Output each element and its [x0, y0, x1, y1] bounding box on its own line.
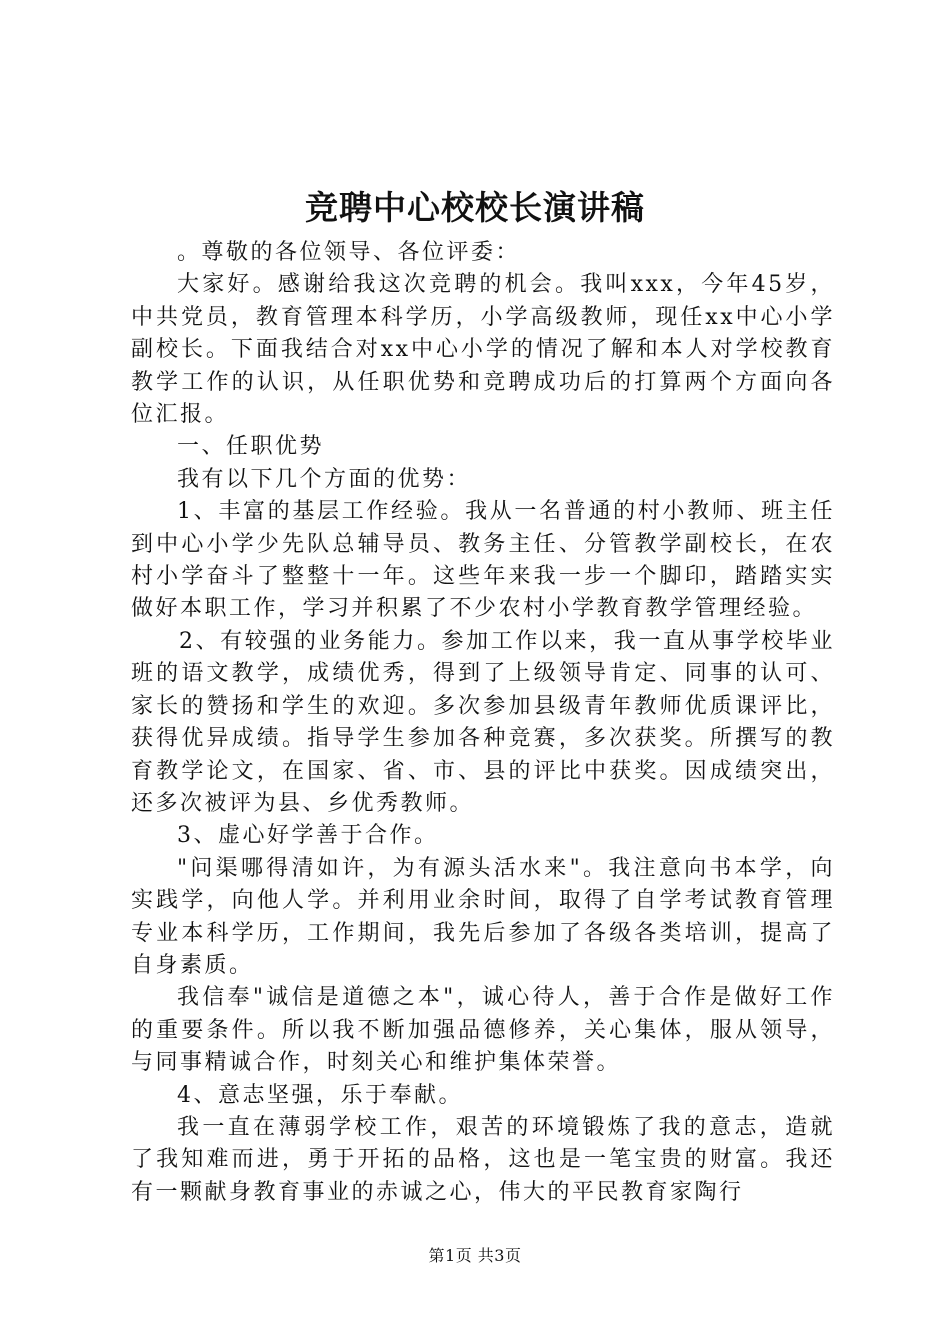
- paragraph-introduction: 大家好。感谢给我这次竞聘的机会。我叫xxx，今年45岁，中共党员，教育管理本科学历，小学高级教师，现任xx中心小学副校长。下面我结合对xx中心小学的情况了解和本人对学校教育教学工作的认识，从任职优势和竞聘成功后的打算两个方面向各位汇报。: [131, 272, 835, 428]
- paragraph-point-1: 1、丰富的基层工作经验。我从一名普通的村小教师、班主任到中心小学少先队总辅导员、教务主任、分管教学副校长，在农村小学奋斗了整整十一年。这些年来我一步一个脚印，踏踏实实做好本职工作，学习并积累了不少农村小学教育教学管理经验。: [131, 499, 835, 622]
- paragraph-point-4-body: 我一直在薄弱学校工作，艰苦的环境锻炼了我的意志，造就了我知难而进，勇于开拓的品格，这也是一笔宝贵的财富。我还有一颗献身教育事业的赤诚之心，伟大的平民教育家陶行: [131, 1114, 835, 1205]
- section-heading-advantages: 一、任职优势: [177, 434, 325, 460]
- paragraph-point-4-heading: 4、意志坚强，乐于奉献。: [177, 1082, 463, 1108]
- paragraph-salutation: 。尊敬的各位领导、各位评委：: [177, 240, 521, 265]
- document-title: 竞聘中心校校长演讲稿: [305, 188, 645, 227]
- paragraph-point-3-heading: 3、虚心好学善于合作。: [177, 823, 439, 849]
- paragraph-point-2: 2、有较强的业务能力。参加工作以来，我一直从事学校毕业班的语文教学，成绩优秀，得到了上级领导肯定、同事的认可、家长的赞扬和学生的欢迎。多次参加县级青年教师优质课评比，获得优异成绩。指导学生参加各种竞赛，多次获奖。所撰写的教育教学论文，在国家、省、市、县的评比中获奖。因成绩突出，还多次被评为县、乡优秀教师。: [131, 628, 835, 816]
- paragraph-point-3-cooperation: 我信奉"诚信是道德之本"，诚心待人，善于合作是做好工作的重要条件。所以我不断加强品德修养，关心集体，服从领导，与同事精诚合作，时刻关心和维护集体荣誉。: [131, 985, 835, 1076]
- document-body: [131, 237, 835, 1209]
- page-footer: 第1页 共3页: [428, 1246, 522, 1265]
- paragraph-advantages-intro: 我有以下几个方面的优势：: [177, 466, 472, 492]
- paragraph-point-3-learning: "问渠哪得清如许，为有源头活水来"。我注意向书本学，向实践学，向他人学。并利用业余时间，取得了自学考试教育管理专业本科学历，工作期间，我先后参加了各级各类培训，提高了自身素质。: [131, 855, 835, 978]
